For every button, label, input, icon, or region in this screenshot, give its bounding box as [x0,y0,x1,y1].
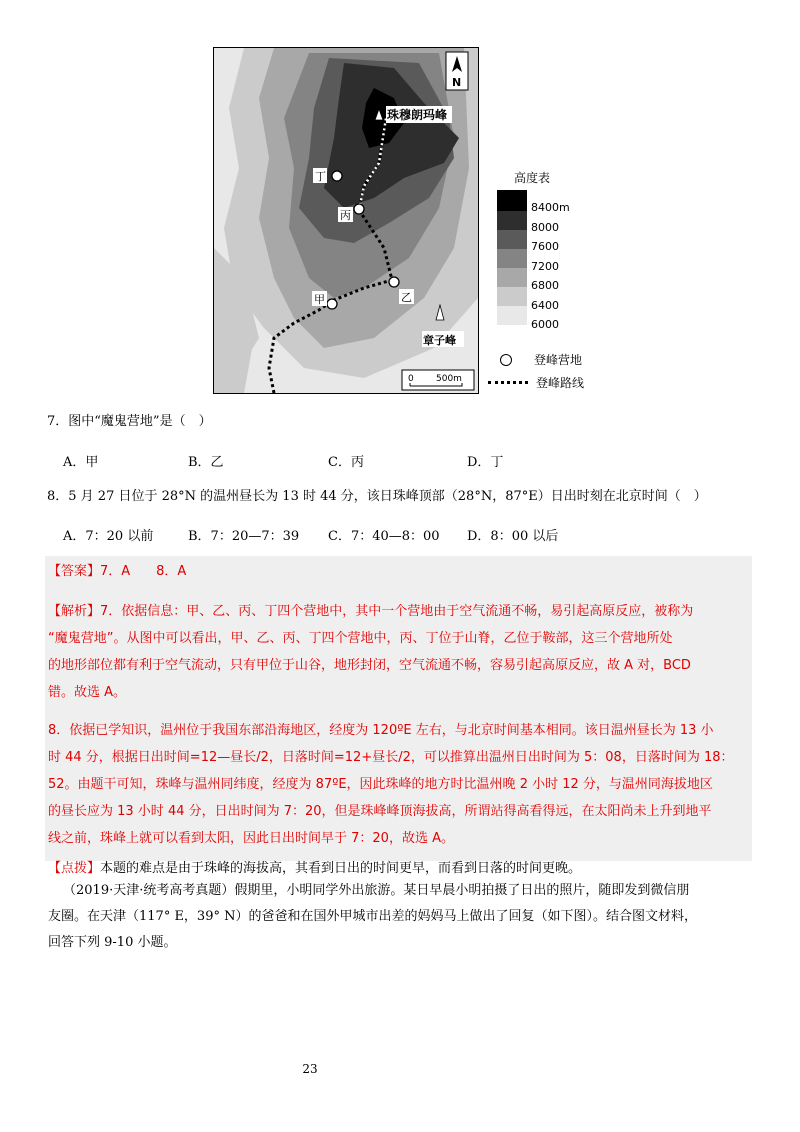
camp-jia-label: 甲 [314,293,325,306]
q8-option-c[interactable]: C．7：40—8：00 [328,529,440,544]
material-line: 友圈。在天津（117° E，39° N）的爸爸和在国外甲城市出差的妈妈马上做出了回复（如下图）。结合图文材料， [48,909,697,924]
camp-bing-label: 丙 [340,209,351,222]
next-material [48,878,763,956]
elevation-map-svg [214,48,478,393]
legend-level: 7600 [531,240,559,253]
camp-yi-label: 乙 [401,291,412,304]
tip-label: 【点拨】 [48,861,101,876]
q8-option-a[interactable]: A．7：20 以前 [63,529,154,544]
legend-level: 7200 [531,259,559,273]
legend-camp-label: 登峰营地 [534,353,583,367]
legend-labels [531,198,570,335]
question-8-stem: 8．5 月 27 日位于 28°N 的温州昼长为 13 时 44 分，该日珠峰顶部（28°N，87°E）日出时刻在北京时间（ ） [47,489,707,504]
q8-analysis-line: 8．依据已学知识，温州位于我国东部沿海地区，经度为 120ºE 左右，与北京时间基本相同。该日温州昼长为 13 小 [48,723,714,738]
q8-analysis-line: 线之前，珠峰上就可以看到太阳，因此日出时间早于 7：20，故选 A。 [48,831,454,846]
q8-analysis-line: 时 44 分，根据日出时间=12—昼长/2，日落时间=12+昼长/2，可以推算出温州日出时间为 5：08，日落时间为 18： [48,750,734,765]
north-arrow-icon [446,52,468,90]
legend-level: 6800 [531,279,559,292]
tip-text: 本题的难点是由于珠峰的海拔高，其看到日出的时间更早，而看到日落的时间更晚。 [100,861,582,876]
legend-swatch-8000 [497,211,527,230]
q7-option-d[interactable]: D．丁 [467,455,504,470]
scale-label: 500m [436,374,462,384]
q8-analysis-line: 的昼长应为 13 小时 44 分，日出时间为 7：20，但是珠峰峰顶海拔高，所谓站得高看得远，在太阳尚未上升到地平 [48,804,712,819]
answer-content [48,558,753,882]
peak-label: 珠穆朗玛峰 [387,108,448,122]
camp-circle-icon [500,354,512,366]
north-label: N [452,76,462,89]
dotted-line-icon [488,381,528,384]
q8-analysis-line: 52。由题干可知，珠峰与温州同纬度，经度为 87ºE，因此珠峰的地方时比温州晚 2 小时 12 分，与温州同海拔地区 [48,777,713,792]
legend-swatch-6000 [497,306,527,325]
analysis-line: 【解析】7．依据信息：甲、乙、丙、丁四个营地中，其中一个营地由于空气流通不畅，易引起高原反应，被称为 [48,604,694,619]
question-7-options [0,451,800,471]
legend-route [488,374,584,391]
legend-swatch-8400 [497,190,527,211]
sub-peak-label: 章子峰 [423,334,456,347]
legend-swatch-7600 [497,230,527,249]
legend-level: 6000 [531,318,559,331]
legend-swatch-7200 [497,249,527,268]
legend-swatches [497,190,527,325]
legend-camp [500,351,582,368]
analysis-line: “魔鬼营地”。从图中可以看出，甲、乙、丙、丁四个营地中，丙、丁位于山脊，乙位于鞍部，这三个营地所处 [48,631,673,646]
legend-level: 8000 [531,220,559,234]
question-8-options [0,525,800,545]
legend-swatch-6800 [497,268,527,287]
q8-option-b[interactable]: B．7：20—7：39 [188,529,300,544]
page-number: 23 [302,1062,318,1076]
q7-option-c[interactable]: C．丙 [328,455,364,470]
scale-bar [402,370,474,390]
legend-level: 8400m [531,201,570,214]
material-line: （2019·天津·统考高考真题）假期里，小明同学外出旅游。某日早晨小明拍摄了日出的照片，随即发到微信朋 [63,883,690,898]
q8-option-d[interactable]: D．8：00 以后 [467,529,559,544]
legend-level: 6400 [531,298,559,312]
question-7-stem: 7．图中“魔鬼营地”是（ ） [47,414,212,429]
legend-swatch-6400 [497,287,527,306]
legend-route-label: 登峰路线 [536,376,585,390]
analysis-line: 的地形部位都有利于空气流动，只有甲位于山谷，地形封闭，空气流通不畅，容易引起高原反应，故 A 对，BCD [48,658,691,673]
scale-zero: 0 [408,374,414,384]
legend-title: 高度表 [514,171,551,185]
answer-line: 【答案】7．A 8．A [48,564,187,579]
topographic-map [213,47,479,394]
material-line: 回答下列 9-10 小题。 [48,935,177,950]
analysis-line: 错。故选 A。 [48,685,127,700]
q7-option-a[interactable]: A．甲 [63,455,99,470]
q7-option-b[interactable]: B．乙 [188,455,224,470]
camp-ding-label: 丁 [315,170,326,183]
